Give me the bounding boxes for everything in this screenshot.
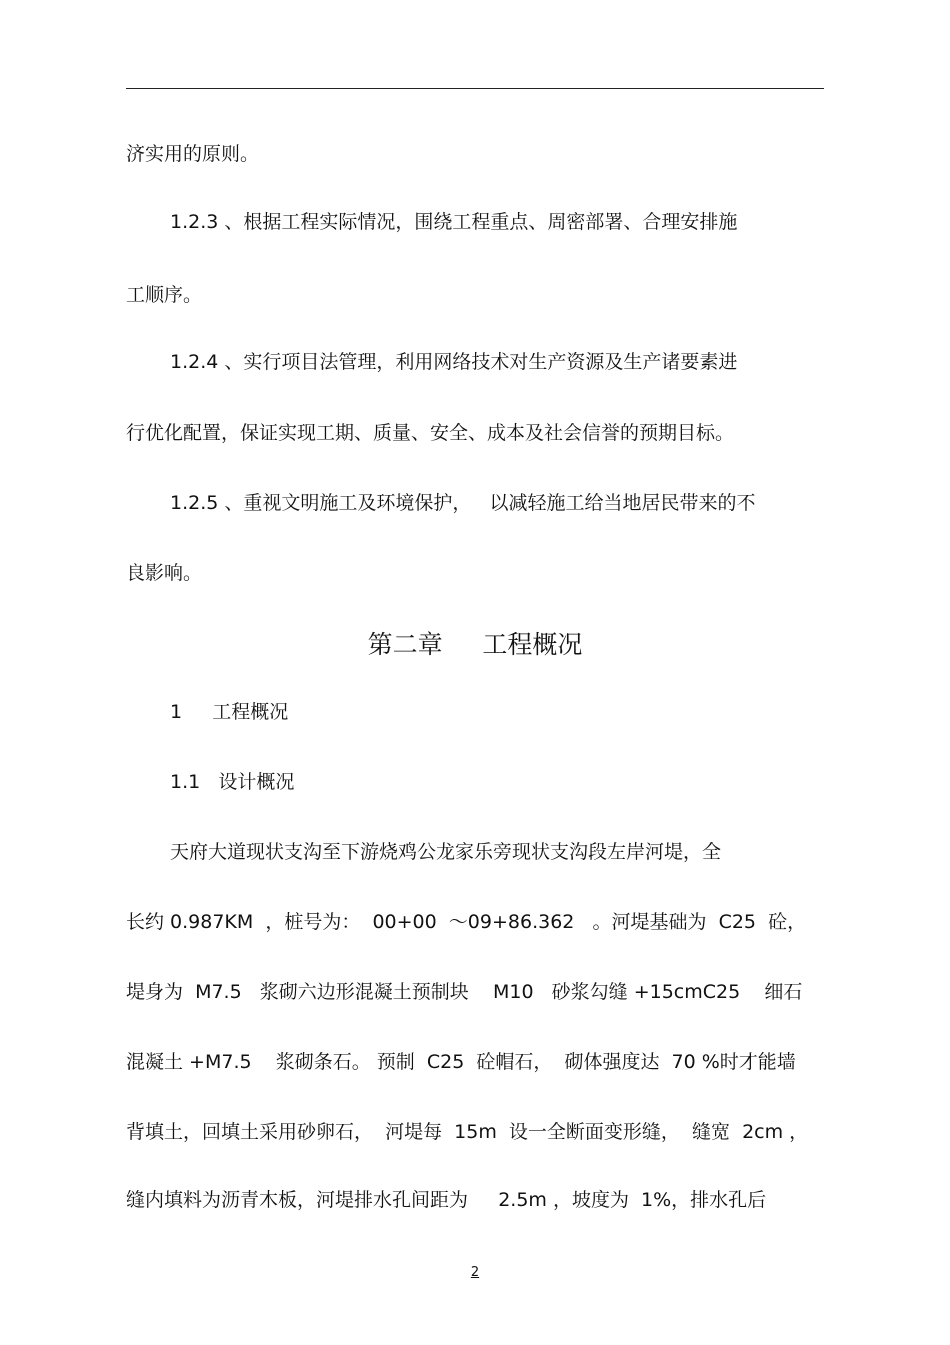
body-line: 天府大道现状支沟至下游烧鸡公龙家乐旁现状支沟段左岸河堤，全 — [170, 841, 722, 863]
text-line: 1.2.5 、重视文明施工及环境保护， 以减轻施工给当地居民带来的不 — [170, 492, 756, 514]
body-line: 堤身为 M7.5 浆砌六边形混凝土预制块 M10 砂浆勾缝 +15cmC25 细石 — [126, 981, 803, 1003]
chapter-title: 第二章 工程概况 — [367, 630, 583, 659]
header-rule — [126, 88, 824, 89]
section-heading: 1 工程概况 — [170, 701, 289, 723]
text-line: 济实用的原则。 — [126, 143, 260, 165]
text-line: 良影响。 — [126, 562, 203, 584]
body-line: 混凝土 +M7.5 浆砌条石。 预制 C25 砼帽石， 砌体强度达 70 %时才能墙 — [126, 1051, 796, 1073]
text-line: 1.2.4 、实行项目法管理，利用网络技术对生产资源及生产诸要素进 — [170, 351, 738, 373]
text-line: 1.2.3 、根据工程实际情况，围绕工程重点、周密部署、合理安排施 — [170, 211, 738, 233]
body-line: 背填土，回填土采用砂卵石， 河堤每 15m 设一全断面变形缝， 缝宽 2cm ， — [126, 1121, 809, 1143]
text-line: 工顺序。 — [126, 284, 203, 306]
body-line: 缝内填料为沥青木板，河堤排水孔间距为 2.5m ，坡度为 1%，排水孔后 — [126, 1189, 767, 1211]
subsection-heading: 1.1 设计概况 — [170, 771, 295, 793]
page-number: 2 — [470, 1265, 480, 1280]
text-line: 行优化配置，保证实现工期、质量、安全、成本及社会信誉的预期目标。 — [126, 422, 735, 444]
body-line: 长约 0.987KM ，桩号为： 00+00 ～09+86.362 。河堤基础为 C25 砼， — [126, 911, 807, 933]
